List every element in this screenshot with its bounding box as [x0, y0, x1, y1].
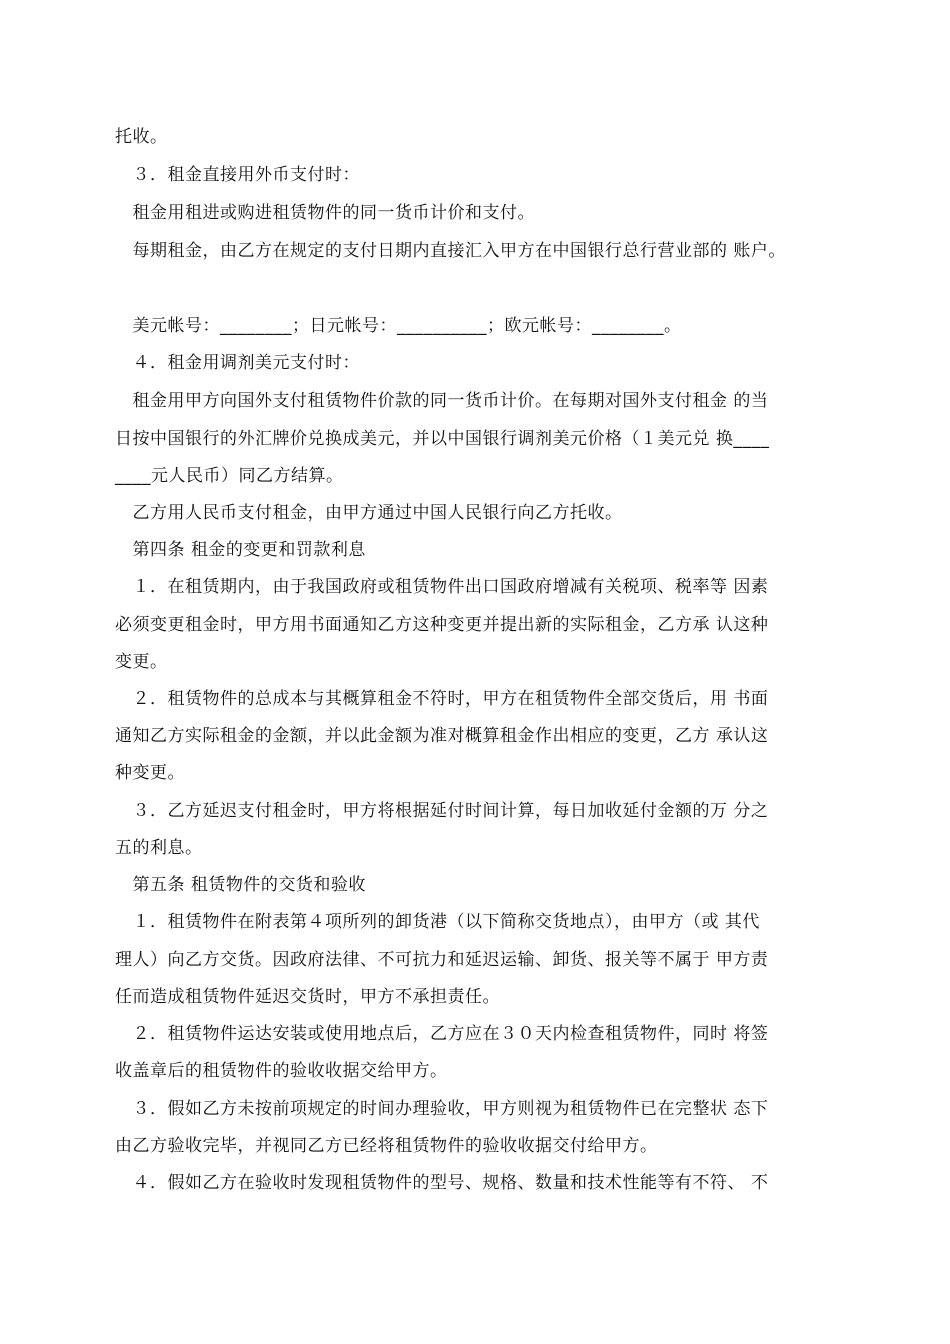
- text-line: ２．租赁物件的总成本与其概算租金不符时，甲方在租赁物件全部交货后，用 书面: [115, 689, 769, 709]
- text-line: 租金用甲方向国外支付租赁物件价款的同一货币计价。在每期对国外支付租金 的当: [115, 391, 769, 411]
- text-line: ２．租赁物件运达安装或使用地点后，乙方应在３０天内检查租赁物件，同时 将签: [115, 1024, 769, 1044]
- text-line: ３．租金直接用外币支付时：: [115, 165, 360, 185]
- text-line: ３．假如乙方未按前项规定的时间办理验收，甲方则视为租赁物件已在完整状 态下: [115, 1099, 769, 1119]
- section-heading: 第四条 租金的变更和罚款利息: [115, 540, 366, 560]
- text-line: ４．租金用调剂美元支付时：: [115, 353, 360, 373]
- text-line: 收盖章后的租赁物件的验收收据交给甲方。: [115, 1061, 448, 1081]
- text-line: 通知乙方实际租金的金额，并以此金额为准对概算租金作出相应的变更，乙方 承认这: [115, 726, 769, 746]
- text-line: ____元人民币）同乙方结算。: [115, 466, 344, 486]
- text-line: ４．假如乙方在验收时发现租赁物件的型号、规格、数量和技术性能等有不符、 不: [115, 1173, 769, 1193]
- text-line: 乙方用人民币支付租金，由甲方通过中国人民银行向乙方托收。: [115, 503, 623, 523]
- text-line: 每期租金，由乙方在规定的支付日期内直接汇入甲方在中国银行总行营业部的 账户。: [115, 241, 786, 261]
- text-line: １．在租赁期内，由于我国政府或租赁物件出口国政府增减有关税项、税率等 因素: [115, 577, 769, 597]
- text-line: ３．乙方延迟支付租金时，甲方将根据延付时间计算，每日加收延付金额的万 分之: [115, 801, 769, 821]
- text-line: 理人）向乙方交货。因政府法律、不可抗力和延迟运输、卸货、报关等不属于 甲方责: [115, 950, 769, 970]
- text-line: 租金用租进或购进租赁物件的同一货币计价和支付。: [115, 203, 535, 223]
- text-line: 种变更。: [115, 763, 185, 783]
- account-numbers-line: 美元帐号：________；日元帐号：__________；欧元帐号：________。: [115, 316, 682, 336]
- text-line: 五的利息。: [115, 838, 203, 858]
- text-line: 日按中国银行的外汇牌价兑换成美元，并以中国银行调剂美元价格（１美元兑 换____: [115, 429, 770, 449]
- text-line: １．租赁物件在附表第４项所列的卸货港（以下简称交货地点），由甲方（或 其代: [115, 912, 760, 932]
- section-heading: 第五条 租赁物件的交货和验收: [115, 875, 366, 895]
- text-line: 由乙方验收完毕，并视同乙方已经将租赁物件的验收收据交付给甲方。: [115, 1136, 658, 1156]
- text-line: 必须变更租金时，甲方用书面通知乙方这种变更并提出新的实际租金，乙方承 认这种: [115, 615, 769, 635]
- text-line: 任而造成租赁物件延迟交货时，甲方不承担责任。: [115, 987, 500, 1007]
- text-line: 变更。: [115, 652, 168, 672]
- text-line: 托收。: [115, 127, 168, 147]
